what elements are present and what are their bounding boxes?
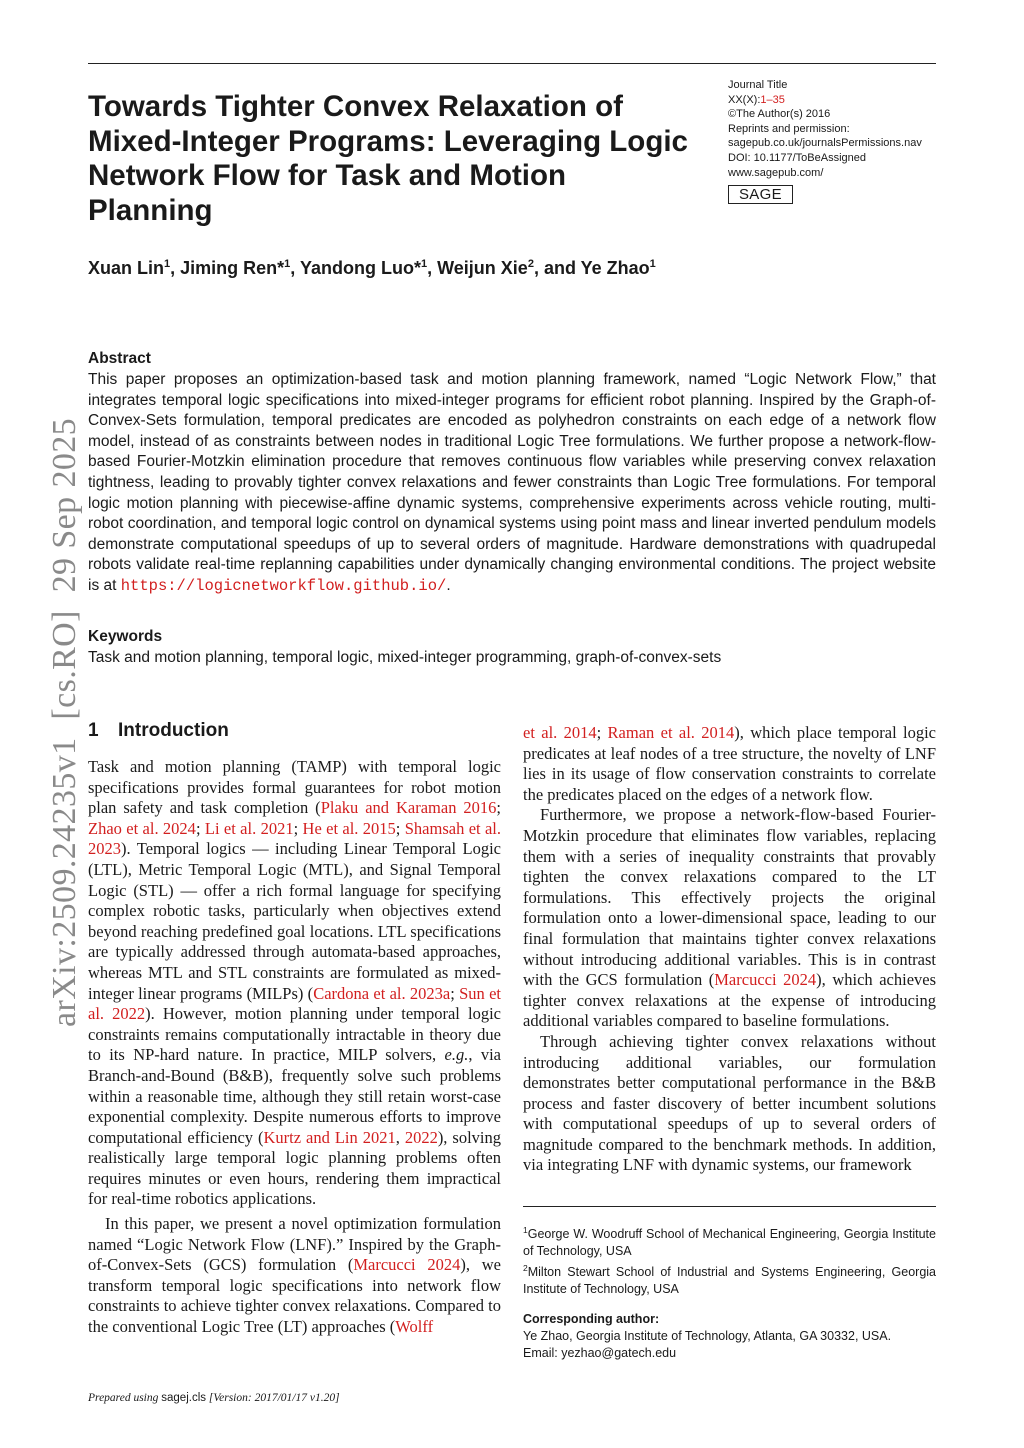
citation-link[interactable]: et al. 2014 bbox=[523, 723, 597, 742]
body-paragraph bbox=[523, 1032, 936, 1176]
body-text: ; bbox=[450, 983, 460, 1003]
body-text: Furthermore, we propose a network-flow-based Fourier-Motzkin procedure that eliminates flow variables, replacing them with a series of inequality constraints that provably tighten the convex relaxations compared to the LT formulations. This effectively projects the original formulation onto a lower-dimensional space, leading to our final formulation that maintains tighter convex relaxations without introducing additional variables. This is in contrast with the GCS formulation ( bbox=[523, 805, 936, 990]
citation-link[interactable]: Shamsah et al. 2023 bbox=[88, 818, 501, 859]
citation-link[interactable]: Marcucci 2024 bbox=[714, 970, 817, 990]
body-text: ; bbox=[293, 818, 303, 838]
footnote-rule bbox=[523, 1206, 936, 1207]
author-affiliation-mark: 1 bbox=[284, 258, 291, 270]
body-text: , bbox=[395, 1127, 405, 1147]
body-text: ), we transform temporal logic specifications into network flow constraints to achieve tighter convex relaxations. Compared to the conventional Logic Tree (LT) approaches ( bbox=[88, 1255, 502, 1337]
reprints-label: Reprints and permission: bbox=[728, 122, 850, 135]
author-separator: , bbox=[427, 258, 438, 278]
header-rule bbox=[88, 63, 936, 64]
abstract-body-text: This paper proposes an optimization-based task and motion planning framework, named “Logic Network Flow,” that integrates temporal logic specifications into mixed-integer programs for efficient robot planning. Inspired by the Graph-of-Convex-Sets formulation, temporal predicates are encoded as polyhedron constraints on each edge of a network flow model, instead of as constraints between nodes in traditional Logic Tree formulations. We further propose a network-flow-based Fourier-Motzkin elimination procedure that removes continuous flow variables while preserving convex relaxation tightness, leading to provably tighter convex relaxations and fewer constraints than Logic Tree formulations. For temporal logic motion planning with piecewise-affine dynamic systems, comprehensive experiments across vehicle routing, multi-robot coordination, and temporal logic control on dynamical systems using point mass and linear inverted pendulum models demonstrate computational speedups of up to several orders of magnitude. Hardware demonstrations with quadrupedal robots validate real-time replanning capabilities under dynamically changing environmental conditions. The project website is at bbox=[88, 371, 936, 594]
body-paragraph bbox=[88, 1214, 501, 1338]
citation-link[interactable]: Raman et al. 2014 bbox=[607, 723, 735, 742]
right-column bbox=[523, 723, 936, 1176]
keywords-heading: Keywords bbox=[88, 628, 163, 645]
corresponding-author-email: Email: yezhao@gatech.edu bbox=[523, 1346, 677, 1361]
body-paragraph bbox=[88, 757, 501, 1210]
body-text: Task and motion planning (TAMP) with temporal logic specifications provides formal guarantees for robot motion plan safety and task completion ( bbox=[88, 757, 501, 818]
footnotes bbox=[523, 1222, 936, 1362]
journal-title: Journal Title bbox=[728, 79, 788, 91]
author-list bbox=[88, 258, 656, 279]
abstract-text bbox=[88, 370, 936, 597]
project-website-link[interactable]: https://logicnetworkflow.github.io/ bbox=[120, 576, 447, 595]
publisher-website: www.sagepub.com/ bbox=[728, 166, 824, 179]
permissions-url: sagepub.co.uk/journalsPermissions.nav bbox=[728, 137, 922, 150]
author-name: Yandong Luo* bbox=[299, 258, 421, 278]
body-text: ; bbox=[195, 818, 205, 838]
body-text: Through achieving tighter convex relaxations without introducing additional variables, our formulation demonstrates better computational performance in the B&B process and faster discovery of better incumbent solutions with computational speedups of up to several orders of magnitude compared to the benchmark methods. In addition, via integrating LNF with dynamic systems, our framework bbox=[523, 1031, 936, 1175]
keywords-text: Task and motion planning, temporal logic, mixed-integer programming, graph-of-convex-sets bbox=[88, 649, 722, 666]
citation-link[interactable]: Sun et al. 2022 bbox=[88, 983, 502, 1024]
doi: DOI: 10.1177/ToBeAssigned bbox=[728, 151, 866, 164]
keywords-section bbox=[88, 627, 936, 668]
author-affiliation-mark: 1 bbox=[420, 258, 428, 270]
author-name: Weijun Xie bbox=[437, 258, 528, 278]
author-affiliation-mark: 2 bbox=[527, 258, 534, 270]
author-name: Jiming Ren* bbox=[180, 258, 285, 278]
section-number: 1 bbox=[88, 720, 99, 741]
citation-link[interactable]: Cardona et al. 2023a bbox=[313, 983, 451, 1003]
corresponding-author-label: Corresponding author: bbox=[523, 1312, 660, 1327]
abstract-section bbox=[88, 349, 936, 597]
affiliation-2: $^2$Milton Stewart School of Industrial and Systems Engineering, Georgia Institute of Technology, USA bbox=[523, 1263, 936, 1297]
section-title: Introduction bbox=[118, 720, 229, 741]
author-separator: , bbox=[290, 258, 300, 278]
citation-link[interactable]: Wolff bbox=[395, 1317, 434, 1337]
citation-link[interactable]: Kurtz and Lin 2021 bbox=[263, 1127, 396, 1147]
abstract-heading: Abstract bbox=[88, 350, 151, 367]
abstract-end: . bbox=[446, 576, 451, 594]
body-text: ; bbox=[596, 723, 608, 742]
left-column bbox=[88, 757, 501, 1338]
body-text: ; bbox=[496, 798, 502, 818]
section-heading-introduction bbox=[88, 720, 229, 742]
citation-link[interactable]: Zhao et al. 2024 bbox=[88, 818, 196, 838]
page-range-link[interactable]: 1–35 bbox=[760, 93, 785, 106]
body-paragraph bbox=[523, 723, 936, 805]
citation-link[interactable]: Marcucci 2024 bbox=[353, 1255, 461, 1275]
journal-issue bbox=[728, 93, 943, 108]
body-text: ; bbox=[395, 818, 405, 838]
corresponding-author-address: Ye Zhao, Georgia Institute of Technology, Atlanta, GA 30332, USA. bbox=[523, 1329, 892, 1344]
author-separator: , bbox=[170, 258, 181, 278]
author-affiliation-mark: 1 bbox=[164, 258, 171, 270]
prepared-using-footer: Prepared using sagej.cls [Version: 2017/01/17 v1.20] bbox=[88, 1392, 340, 1404]
class-file-name: sagej.cls bbox=[161, 1392, 207, 1404]
body-text: ). However, motion planning under temporal logic constraints remains computationally intractable in theory due to its NP-hard nature. In practice, MILP solvers, bbox=[88, 1004, 501, 1065]
author-affiliation-mark: 1 bbox=[649, 258, 656, 270]
sage-logo: SAGE bbox=[728, 185, 793, 204]
body-text: In this paper, we present a novel optimization formulation named “Logic Network Flow (LNF).” Inspired by the Graph-of-Convex-Sets (GCS) formulation ( bbox=[88, 1214, 501, 1275]
arxiv-stamp: arXiv:2509.24235v1 [cs.RO] 29 Sep 2025 bbox=[46, 417, 83, 1027]
author-name: Ye Zhao bbox=[580, 258, 650, 278]
author-name: Xuan Lin bbox=[88, 258, 164, 278]
body-text: ), which achieves tighter convex relaxations at the expense of introducing additional variables compared to baseline formulations. bbox=[523, 970, 937, 1031]
author-separator: , and bbox=[533, 258, 581, 278]
citation-link[interactable]: He et al. 2015 bbox=[302, 818, 396, 838]
paper-title: Towards Tighter Convex Relaxation of Mixed-Integer Programs: Leveraging Logic Network Flow for Task and Motion Planning bbox=[88, 90, 688, 227]
body-paragraph bbox=[523, 805, 936, 1032]
body-text: , via Branch-and-Bound (B&B), frequently solve such problems within a reasonable time, although they still retain worst-case exponential complexity. Despite numerous efforts to improve computational efficiency ( bbox=[88, 1045, 501, 1147]
citation-link[interactable]: Li et al. 2021 bbox=[204, 818, 294, 838]
citation-link[interactable]: Plaku and Karaman 2016 bbox=[320, 798, 497, 818]
body-text: ). Temporal logics — including Linear Temporal Logic (LTL), Metric Temporal Logic (MTL), and Signal Temporal Logic (STL) — offer a rich formal language for specifying complex robotic tasks, particularly when objectives extend beyond reaching predefined goal locations. LTL specifications are typically addressed through automata-based approaches, whereas MTL and STL constraints are formulated as mixed-integer linear programs (MILPs) ( bbox=[88, 839, 501, 1003]
citation-link[interactable]: 2022 bbox=[404, 1127, 438, 1147]
affiliation-1: $^1$George W. Woodruff School of Mechanical Engineering, Georgia Institute of Technology, USA bbox=[523, 1225, 936, 1259]
journal-meta bbox=[728, 78, 943, 204]
body-text: ), which place temporal logic predicates at leaf nodes of a tree structure, the novelty of LNF lies in its usage of flow conservation constraints to correlate the predicates placed on the edges of a network flow. bbox=[523, 723, 936, 804]
emphasis-text: e.g. bbox=[444, 1045, 469, 1065]
issue-prefix: XX(X): bbox=[728, 93, 761, 106]
copyright-notice: ©The Author(s) 2016 bbox=[728, 108, 831, 121]
body-text: ), solving realistically large temporal logic planning problems often requires minutes or even hours, rendering them impractical for real-time robotics applications. bbox=[88, 1127, 501, 1209]
